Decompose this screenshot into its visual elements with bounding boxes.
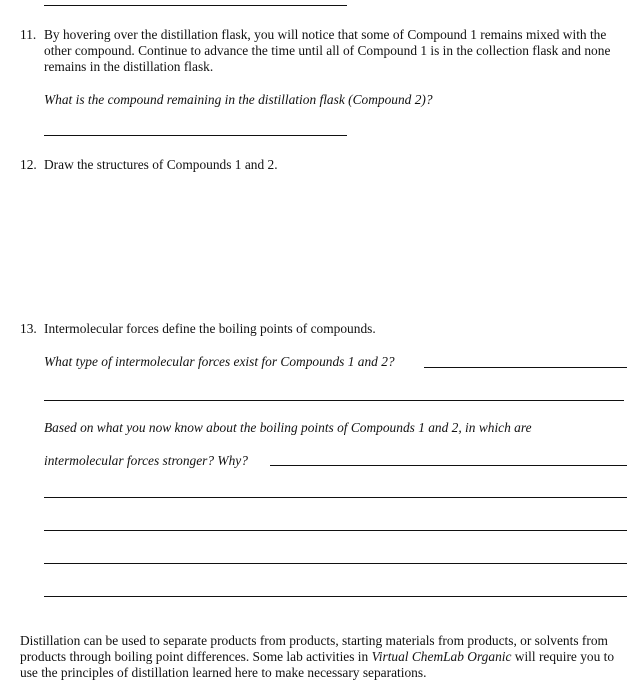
answer-line-q13-b-inline[interactable] bbox=[270, 465, 627, 466]
question-13-prompt-1: What type of intermolecular forces exist for Compounds 1 and 2? bbox=[44, 354, 395, 369]
answer-line-top[interactable] bbox=[44, 5, 347, 6]
answer-line-q11[interactable] bbox=[44, 135, 347, 136]
drawing-area-q12[interactable] bbox=[44, 180, 628, 310]
question-13-prompt-2-line-2: intermolecular forces stronger? Why? bbox=[44, 453, 248, 468]
question-11-number: 11. bbox=[20, 27, 37, 42]
question-12-text: Draw the structures of Compounds 1 and 2. bbox=[44, 157, 278, 172]
answer-line-q13-b-5[interactable] bbox=[44, 596, 627, 597]
question-13-text: Intermolecular forces define the boiling points of compounds. bbox=[44, 321, 376, 336]
answer-line-q13-b-3[interactable] bbox=[44, 530, 627, 531]
closing-text-italic: Virtual ChemLab Organic bbox=[371, 649, 512, 664]
answer-line-q13-b-4[interactable] bbox=[44, 563, 627, 564]
answer-line-q13-a-2[interactable] bbox=[44, 400, 624, 401]
question-13-number: 13. bbox=[20, 321, 37, 336]
question-11-prompt: What is the compound remaining in the distillation flask (Compound 2)? bbox=[44, 92, 433, 107]
answer-line-q13-a-inline[interactable] bbox=[424, 367, 627, 368]
question-12-number: 12. bbox=[20, 157, 37, 172]
closing-text-part-2: will require you to use the principles of distillation learned here to make necessary separations. bbox=[20, 649, 615, 680]
question-11-text: By hovering over the distillation flask, you will notice that some of Compound 1 remains mixed with the other compound. Continue to advance the time until all of Compound 1 is in the collection flask and none remains in the distillation flask. bbox=[44, 27, 611, 74]
closing-paragraph bbox=[20, 633, 620, 681]
closing-text-part-1: Distillation can be used to separate products from products, starting materials from products, or solvents from products through boiling point differences. Some lab activities in bbox=[20, 633, 608, 664]
answer-line-q13-b-2[interactable] bbox=[44, 497, 627, 498]
question-13-prompt-2-line-1: Based on what you now know about the boiling points of Compounds 1 and 2, in which are bbox=[44, 420, 532, 435]
